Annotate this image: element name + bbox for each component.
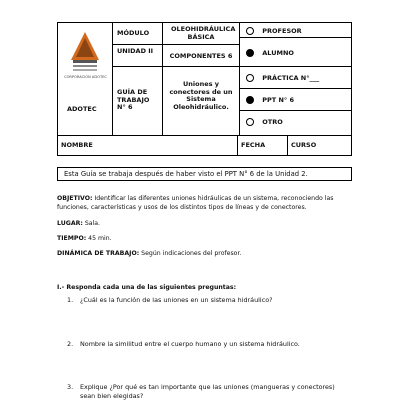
ppt-label: PPT N° 6: [262, 96, 294, 104]
profesor-label: PROFESOR: [262, 27, 302, 35]
practica-radio[interactable]: [246, 74, 254, 82]
logo-text: CORPORACIÓN ADOTEC: [64, 75, 107, 79]
practica-label: PRÁCTICA N°___: [262, 74, 320, 82]
unidad-value: COMPONENTES 6: [163, 45, 240, 67]
lugar-text: Sala.: [84, 220, 101, 227]
logo-cell: [58, 23, 113, 135]
fecha-field[interactable]: FECHA: [238, 135, 288, 155]
question-number: 3.: [67, 383, 74, 391]
practica-row: [240, 67, 351, 89]
dinamica-line: [57, 250, 241, 259]
dinamica-text: Según indicaciones del profesor.: [141, 250, 242, 257]
alumno-row: [240, 38, 351, 67]
objetivo-label: OBJETIVO:: [57, 195, 93, 202]
adotec-label: ADOTEC: [67, 105, 97, 113]
question-text: ¿Cuál es la función de las uniones en un sistema hidráulico?: [80, 296, 273, 304]
tiempo-text: 45 min.: [88, 235, 112, 242]
adotec-logo-icon: [67, 30, 103, 74]
otro-radio[interactable]: [246, 118, 254, 126]
otro-label: OTRO: [262, 118, 283, 126]
tiempo-line: [57, 235, 112, 244]
alumno-label: ALUMNO: [262, 49, 294, 57]
curso-field[interactable]: CURSO: [288, 135, 351, 155]
question-number: 2.: [67, 340, 74, 348]
ppt-row: [240, 89, 351, 111]
guia-label: GUÍA DE TRABAJO N° 6: [113, 67, 163, 135]
question-text: Explique ¿Por qué es tan importante que las uniones (mangueras y conectores) sean bien elegidas?: [80, 383, 335, 400]
question-number: 1.: [67, 296, 74, 304]
profesor-radio[interactable]: [246, 27, 254, 35]
unidad-label: UNIDAD II: [113, 45, 163, 67]
objetivo-paragraph: [57, 195, 347, 212]
otro-row: [240, 111, 351, 135]
ppt-radio[interactable]: [246, 96, 254, 104]
objetivo-text: Identificar las diferentes uniones hidráulicas de un sistema, reconociendo las funciones, características y usos de los distintos tipos de líneas y de conectores.: [57, 195, 334, 211]
modulo-label: MÓDULO: [113, 23, 163, 45]
nombre-field[interactable]: NOMBRE: [58, 135, 238, 155]
info-box: Esta Guía se trabaja después de haber visto el PPT N° 6 de la Unidad 2.: [57, 167, 352, 181]
guia-value: Uniones y conectores de un Sistema Oleohidráulico.: [163, 67, 240, 135]
modulo-value: OLEOHIDRÁULICA BÁSICA: [163, 23, 240, 45]
lugar-line: [57, 220, 100, 229]
dinamica-label: DINÁMICA DE TRABAJO:: [57, 250, 140, 257]
alumno-radio[interactable]: [246, 49, 254, 57]
lugar-label: LUGAR:: [57, 220, 83, 227]
section-title: I.- Responda cada una de las siguientes preguntas:: [57, 284, 237, 291]
header-table: [57, 22, 352, 156]
profesor-row: [240, 23, 351, 38]
question-text: Nombre la similitud entre el cuerpo humano y un sistema hidráulico.: [80, 340, 300, 348]
tiempo-label: TIEMPO:: [57, 235, 87, 242]
